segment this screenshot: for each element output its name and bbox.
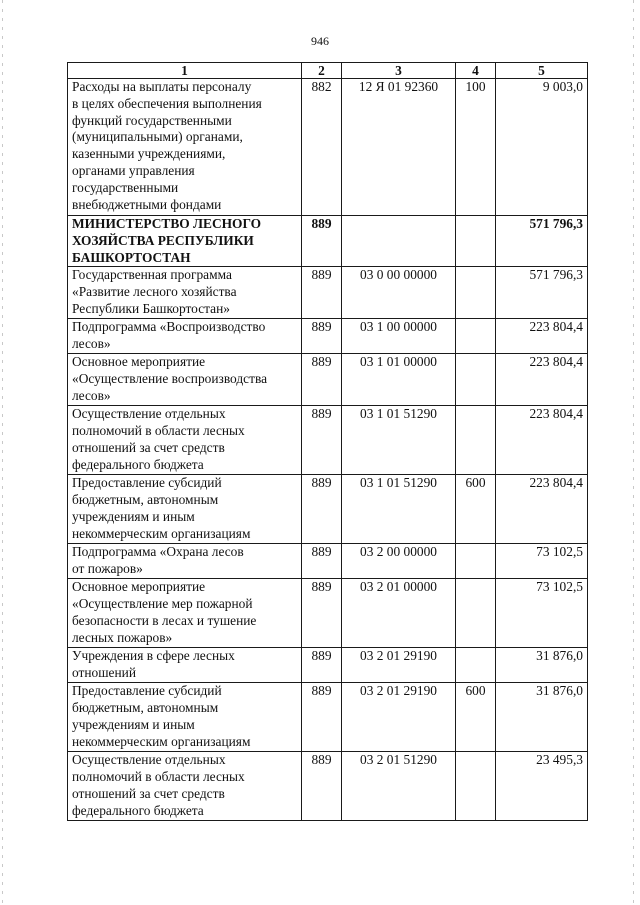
row-expense-type-cell [456,319,496,354]
row-expense-type-cell [456,216,496,267]
row-sum-cell [496,354,588,406]
row-code-text: 889 [311,216,332,231]
row-expense-type-cell [456,683,496,752]
row-sum-cell [496,216,588,267]
row-expense-type-text: 600 [465,683,486,699]
row-expense-type-cell [456,406,496,475]
row-sum-cell [496,267,588,319]
row-target-article-cell [342,544,456,579]
row-sum-text: 31 876,0 [536,683,583,699]
row-code-text: 889 [311,579,332,595]
row-name-text: Подпрограмма «Охрана лесов от пожаров» [72,544,244,577]
row-target-article-text: 03 1 01 51290 [360,475,437,491]
row-target-article-text: 03 2 01 51290 [360,752,437,768]
table-row [68,544,588,579]
row-name-text: Учреждения в сфере лесных отношений [72,648,235,681]
row-target-article-text: 12 Я 01 92360 [358,79,439,94]
page-number: 946 [311,34,329,48]
row-name-text: Основное мероприятие «Осуществление мер пожарной безопасности в лесах и тушение лесных пожаров» [72,579,257,645]
row-sum-cell [496,79,588,216]
row-code-text: 889 [311,683,332,699]
row-target-article-cell [342,475,456,544]
row-sum-text: 223 804,4 [529,475,583,491]
header-col-2: 2 [302,63,342,79]
row-code-cell [302,267,342,319]
table-row [68,579,588,648]
row-code-cell [302,752,342,821]
header-col-5: 5 [496,63,588,79]
row-name-text: Предоставление субсидий бюджетным, автономным учреждениям и иным некоммерческим организациям [72,683,251,749]
table-row [68,354,588,406]
table-row [68,319,588,354]
table-row [68,752,588,821]
row-sum-cell [496,579,588,648]
row-target-article-cell [342,216,456,267]
row-target-article-text: 03 0 00 00000 [360,267,437,283]
row-sum-text: 571 796,3 [529,267,583,283]
row-target-article-cell [342,579,456,648]
row-code-text: 889 [311,544,332,560]
table-row [68,648,588,683]
row-sum-text: 73 102,5 [536,579,583,595]
row-expense-type-cell [456,752,496,821]
row-sum-cell [496,683,588,752]
row-sum-text: 571 796,3 [529,216,583,231]
row-target-article-text: 03 1 01 51290 [360,406,437,422]
row-name-cell [68,579,302,648]
row-name-cell [68,216,302,267]
row-name-text: МИНИСТЕРСТВО ЛЕСНОГО ХОЗЯЙСТВА РЕСПУБЛИКИ БАШКОРТОСТАН [72,216,262,265]
row-code-text: 889 [311,648,332,664]
header-col-1: 1 [68,63,302,79]
row-code-cell [302,79,342,216]
left-scan-edge [2,0,3,905]
row-name-text: Государственная программа «Развитие лесного хозяйства Республики Башкортостан» [72,267,237,316]
row-target-article-text: 03 2 01 29190 [360,683,437,699]
row-sum-text: 223 804,4 [529,319,583,335]
row-sum-text: 223 804,4 [529,354,583,370]
row-target-article-text: 03 2 01 29190 [360,648,437,664]
table-row [68,79,588,216]
row-sum-text: 73 102,5 [536,544,583,560]
row-code-text: 889 [311,319,332,335]
row-expense-type-text: 100 [465,79,486,94]
table-header-row [68,63,588,79]
row-name-text: Осуществление отдельных полномочий в области лесных отношений за счет средств федерального бюджета [72,752,245,818]
row-target-article-cell [342,683,456,752]
row-expense-type-cell [456,79,496,216]
row-name-cell [68,406,302,475]
row-sum-text: 223 804,4 [529,406,583,422]
row-name-cell [68,544,302,579]
row-sum-cell [496,319,588,354]
row-sum-text: 9 003,0 [542,79,583,94]
row-code-cell [302,579,342,648]
row-target-article-text: 03 2 01 00000 [360,579,437,595]
row-name-cell [68,752,302,821]
row-sum-cell [496,475,588,544]
row-sum-cell [496,406,588,475]
row-target-article-cell [342,648,456,683]
table-row [68,406,588,475]
row-sum-cell [496,648,588,683]
row-target-article-cell [342,752,456,821]
row-target-article-cell [342,406,456,475]
row-code-cell [302,648,342,683]
row-target-article-cell [342,319,456,354]
row-code-text: 889 [311,267,332,283]
row-code-cell [302,319,342,354]
row-expense-type-cell [456,579,496,648]
row-name-text: Основное мероприятие «Осуществление воспроизводства лесов» [72,354,268,403]
row-code-cell [302,216,342,267]
row-expense-type-cell [456,475,496,544]
row-code-cell [302,544,342,579]
row-code-cell [302,354,342,406]
budget-table [67,62,588,821]
table-row [68,267,588,319]
row-name-cell [68,354,302,406]
right-scan-edge [633,0,634,905]
row-expense-type-cell [456,648,496,683]
row-name-cell [68,648,302,683]
row-name-cell [68,683,302,752]
row-expense-type-cell [456,354,496,406]
table-row [68,216,588,267]
row-name-cell [68,319,302,354]
row-sum-cell [496,544,588,579]
row-name-cell [68,267,302,319]
row-sum-text: 31 876,0 [536,648,583,664]
table-row [68,683,588,752]
row-target-article-cell [342,267,456,319]
row-target-article-text: 03 2 00 00000 [360,544,437,560]
row-expense-type-cell [456,267,496,319]
row-name-cell [68,475,302,544]
table-row [68,475,588,544]
header-col-4: 4 [456,63,496,79]
row-target-article-text: 03 1 00 00000 [360,319,437,335]
row-target-article-text: 03 1 01 00000 [360,354,437,370]
row-expense-type-cell [456,544,496,579]
row-target-article-cell [342,354,456,406]
row-name-text: Расходы на выплаты персоналу в целях обеспечения выполнения функций государственными (муниципальными) органами, казенными учреждениями, органами управления государственными внебюджетными фондами [72,79,262,212]
row-code-cell [302,475,342,544]
header-col-3: 3 [342,63,456,79]
row-name-text: Осуществление отдельных полномочий в области лесных отношений за счет средств федерального бюджета [72,406,245,472]
row-name-text: Подпрограмма «Воспроизводство лесов» [72,319,266,352]
row-code-text: 889 [311,752,332,768]
row-name-text: Предоставление субсидий бюджетным, автономным учреждениям и иным некоммерческим организациям [72,475,251,541]
row-code-cell [302,683,342,752]
row-expense-type-text: 600 [465,475,486,491]
row-code-text: 889 [311,354,332,370]
row-code-text: 889 [311,406,332,422]
row-code-text: 882 [311,79,332,94]
row-target-article-cell [342,79,456,216]
row-sum-text: 23 495,3 [536,752,583,768]
row-sum-cell [496,752,588,821]
row-code-text: 889 [311,475,332,491]
row-name-cell [68,79,302,216]
row-code-cell [302,406,342,475]
table-body [68,79,588,821]
